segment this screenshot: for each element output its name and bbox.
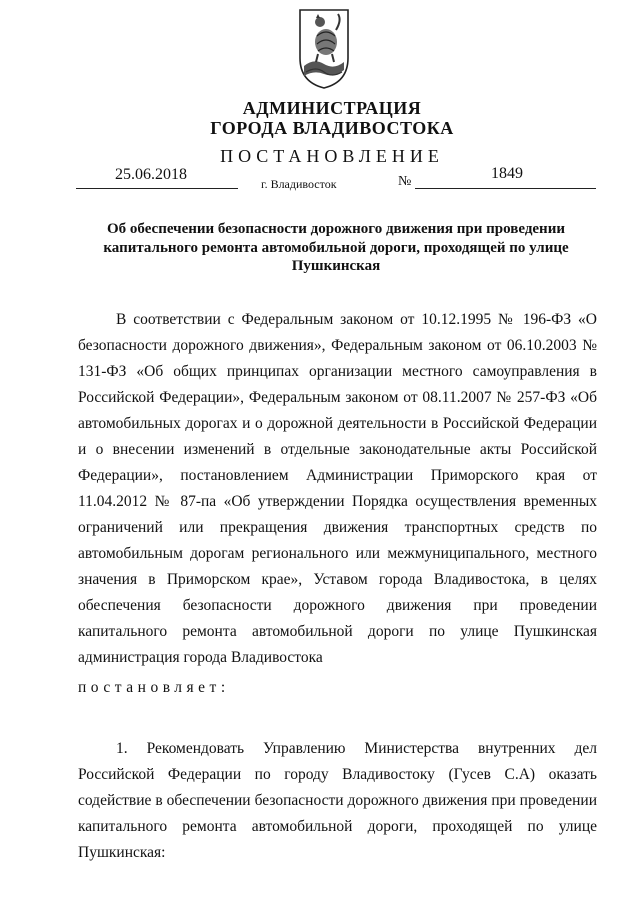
document-number: 1849 (491, 165, 523, 182)
document-date: 25.06.2018 (115, 166, 187, 183)
number-underline (415, 188, 596, 189)
document-city: г. Владивосток (261, 177, 337, 191)
preamble-paragraph: В соответствии с Федеральным законом от 10.12.1995 № 196-ФЗ «О безопасности дорожного движения», Федеральным законом от 06.10.2003 № 131-ФЗ «Об общих принципах организации местного самоуправления в Российской Федерации», Федеральным законом от 08.11.2007 № 257-ФЗ «Об автомобильных дорогах и о дорожной деятельности в Российской Федерации и о внесении изменений в отдельные законодательные акты Российской Федерации», постановлением Администрации Приморского края от 11.04.2012 № 87-па «Об утверждении Порядка осуществления временных ограничений или прекращения движения транспортных средств по автомобильным дорогам регионального или межмуниципального, местного значения в Приморском крае», Уставом города Владивостока, в целях обеспечения безопасности дорожного движения при проведении капитального ремонта автомобильной дороги по улице Пушкинская администрация города Владивостока (78, 311, 597, 666)
item-1-paragraph: 1. Рекомендовать Управлению Министерства внутренних дел Российской Федерации по городу Владивостоку (Гусев С.А) оказать содействие в обеспечении безопасности дорожного движения при проведении капитального ремонта автомобильной дороги, проходящей по улице Пушкинская: (78, 740, 597, 861)
city-emblem-icon (296, 6, 352, 90)
document-heading: Об обеспечении безопасности дорожного движения при проведении капитального ремонта автомобильной дороги, проходящей по улице Пушкинская (103, 221, 569, 274)
org-name-line-2: ГОРОДА ВЛАДИВОСТОКА (210, 118, 454, 138)
document-type: ПОСТАНОВЛЕНИЕ (220, 146, 444, 166)
org-name-line-1: АДМИНИСТРАЦИЯ (242, 98, 422, 118)
date-underline (76, 188, 238, 189)
decree-word: постановляет: (78, 679, 230, 696)
number-sign: № (398, 174, 412, 189)
